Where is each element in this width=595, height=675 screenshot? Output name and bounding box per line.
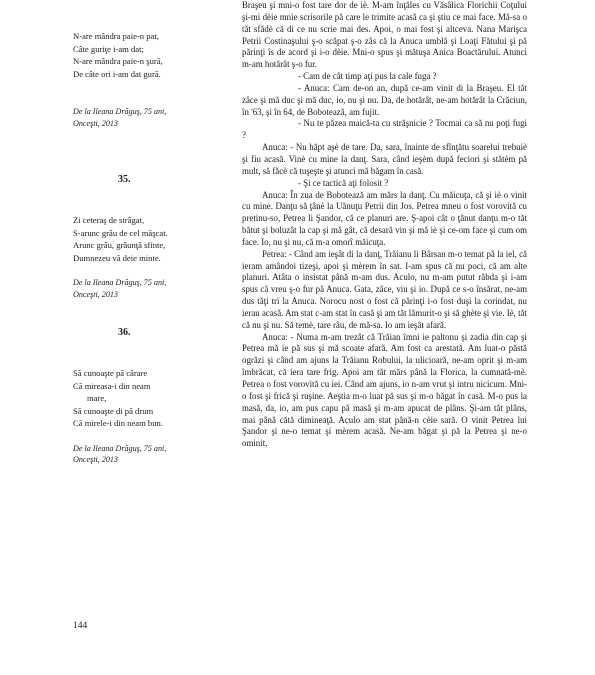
verse-number: 35. <box>118 173 131 185</box>
source-citation <box>73 443 223 467</box>
verse <box>73 30 223 80</box>
verse-line: S-arunc grâu de cel măşcat. <box>73 227 168 238</box>
verse-line: Să cunoaşte di pă drum <box>73 405 154 416</box>
verse <box>73 214 223 264</box>
interview-answer: - Anuca: Cam de-on an, după ce-am vinit di la Braşeu. El tăt zâce şi mă duc şi mă duc, io, nu şi nu. Da, de hotărât, ne-am hotărât la Crăciun, în '63, şi în 64, de Bobotează, am fujit. <box>242 82 527 117</box>
verse-line: Arunc grâu, grâunţă sfinte, <box>73 240 166 251</box>
verse-block-35 <box>73 174 223 301</box>
verse-block-34 <box>73 30 223 130</box>
source-citation <box>73 106 223 130</box>
interview-question: - Şi ce tactică aţi folosit ? <box>298 177 389 188</box>
verse-number: 36. <box>118 326 131 338</box>
source-informant: De la Ileana Drăguş, 75 ani, <box>73 443 167 453</box>
verse-line-continuation: mare, <box>87 393 107 404</box>
interview-answer: Petrea: - Când am ieşât di la danţ, Trăianu li Bârsan m-o temat pă la iel, că ieram amândoi tizeşi, apoi şi mèrem în sat. I-am spus că nu poci, că am alte planuri. Atâta o insistat până m-am dus. Aculo, nu m-am putut răbda şi i-am spus că vreu ş-o fur pă Anuca. Gata, zâce, viu şi io. După ce s-o însărat, ne-am dus tăţi trï la Anuca. Norocu nost o fost că părinţi i-o fost duşi la corindat, nu ierau acasă. Am stat c-am stat în casă şi am tăt lămurit-o şi să ghète şi vie. Iè, tăt că nu şi nu. Să temè, tare râu, de mă-sa. Io am ieşât afară. <box>242 248 527 330</box>
interview-column <box>242 0 527 450</box>
source-place-year: Onceşti, 2013 <box>73 289 118 299</box>
verse-line: Că mirele-i din neam bun. <box>73 418 163 429</box>
verse-block-36 <box>73 327 223 467</box>
interview-question: - Nu te păzea maică-ta cu străşnicie ? Tocmai ca să nu poţi fugi ? <box>242 118 527 141</box>
verse-line: Câte guriţe i-am dat; <box>73 43 144 54</box>
verse <box>73 367 223 430</box>
source-place-year: Onceşti, 2013 <box>73 455 118 465</box>
page-number: 144 <box>73 621 88 631</box>
interview-answer: Anuca: În zua de Bobotează am mărs la danţ. Cu măicuţa, că şi iè o vinit cu mine. Danţu să ţânè la Uănuţu Petrii din Jos. Petrea mneu o fost vorovită cu pretinu-so, Petrea li Şandor, că ce planuri are. Ş-apoi cât o ţânut danţu m-o tăt bătut şi boluzât la cap şi mă gât, că desară vin şi mă iè şi ce-om face şi cum om face. Io, nu şi nu, că m-a omorî măicuţa. <box>242 189 527 247</box>
verse-line: Zi ceteraş de strâgat, <box>73 215 145 226</box>
verse-line: Că mireasa-i din neam <box>73 380 151 391</box>
verse-line: Dumnezeu vă deie minte. <box>73 252 161 263</box>
source-place-year: Onceşti, 2013 <box>73 118 118 128</box>
verse-line: Să cunoaşte pă cărare <box>73 368 148 379</box>
source-informant: De la Ileana Drăguş, 75 ani, <box>73 107 167 116</box>
source-informant: De la Ileana Drăguş, 75 ani, <box>73 278 167 288</box>
interview-paragraph: Braşeu şi mni-o fost tare dor de iè. M-am înţăles cu Văsâlica Florichii Coţului şi-mi dèie mnie scrisorile pă care le trimite acasă ca şi ştiu ce mai face. Mă-sa o tăt sfădè că di ce nu scrie mai des. Apoi, o mai fost şi altceva. Nana Marişca Petrii Costinaşului ş-o scăpat ş-o zâs că la Anuca umblă şi Loaţi Fătului şi pă părinţi îs de acord şi i-o dèie. Mni-o spus şi mătuşa Anica Boactărului. Atunci m-am hotărât ş-o fur. <box>242 0 527 70</box>
source-citation <box>73 277 223 301</box>
left-column <box>73 30 223 466</box>
interview-answer: Anuca: - Numa m-am trezât că Trăian îmni ie paltonu şi zadia din cap şi Petrea mă ie pă sus şi mă scoate afară. Am fost ca arestată. Am luat-o păstă ogrăzi şi când am ajuns la Trăianu Robului, la ulicioară, ne-am oprit şi m-am îmbrăcat, că iera tare frig. Apoi am tăt mărs până la Florica, la cumnată-mè. Petrea o fost vorovită cu iei. Când am ajuns, io n-am vrut şi intru nicicum. Mni-o fost şi frică şi ruşine. Aeştia m-o luat pă sus şi m-o băgat în casă. M-o pus la masă, da, io, am pus capu pă masă şi m-am apucat de plâns. Şi-am tăt plâns, mai până cătă dimineaţă. Aculo am stat până-n cèie sară. O vinit Petrea lui Şandor şi ne-o temat şi mèrem acasă. Ne-am băgat şi pă la Petrea şi ne-o ominit, <box>242 331 527 449</box>
interview-question: - Cam de cât timp aţi pus la cale fuga ? <box>298 71 437 82</box>
verse-line: De câte ori i-am dat gură. <box>73 68 161 79</box>
verse-line: N-are mândra paie-n şură, <box>73 56 163 66</box>
verse-line: N-are mândra paie-n pat, <box>73 31 159 41</box>
interview-answer: Anuca: - Nu hăpt aşè de tare. Da, sara, înainte de sfînţătu soarelui trebuiè şi fiu acasă. Vinè cu mine la danţ. Sara, când ieşèm după feciori şi stătèm pă mult, să făcè că tuşeşte şi atunci mă băgam în casă. <box>242 142 527 176</box>
